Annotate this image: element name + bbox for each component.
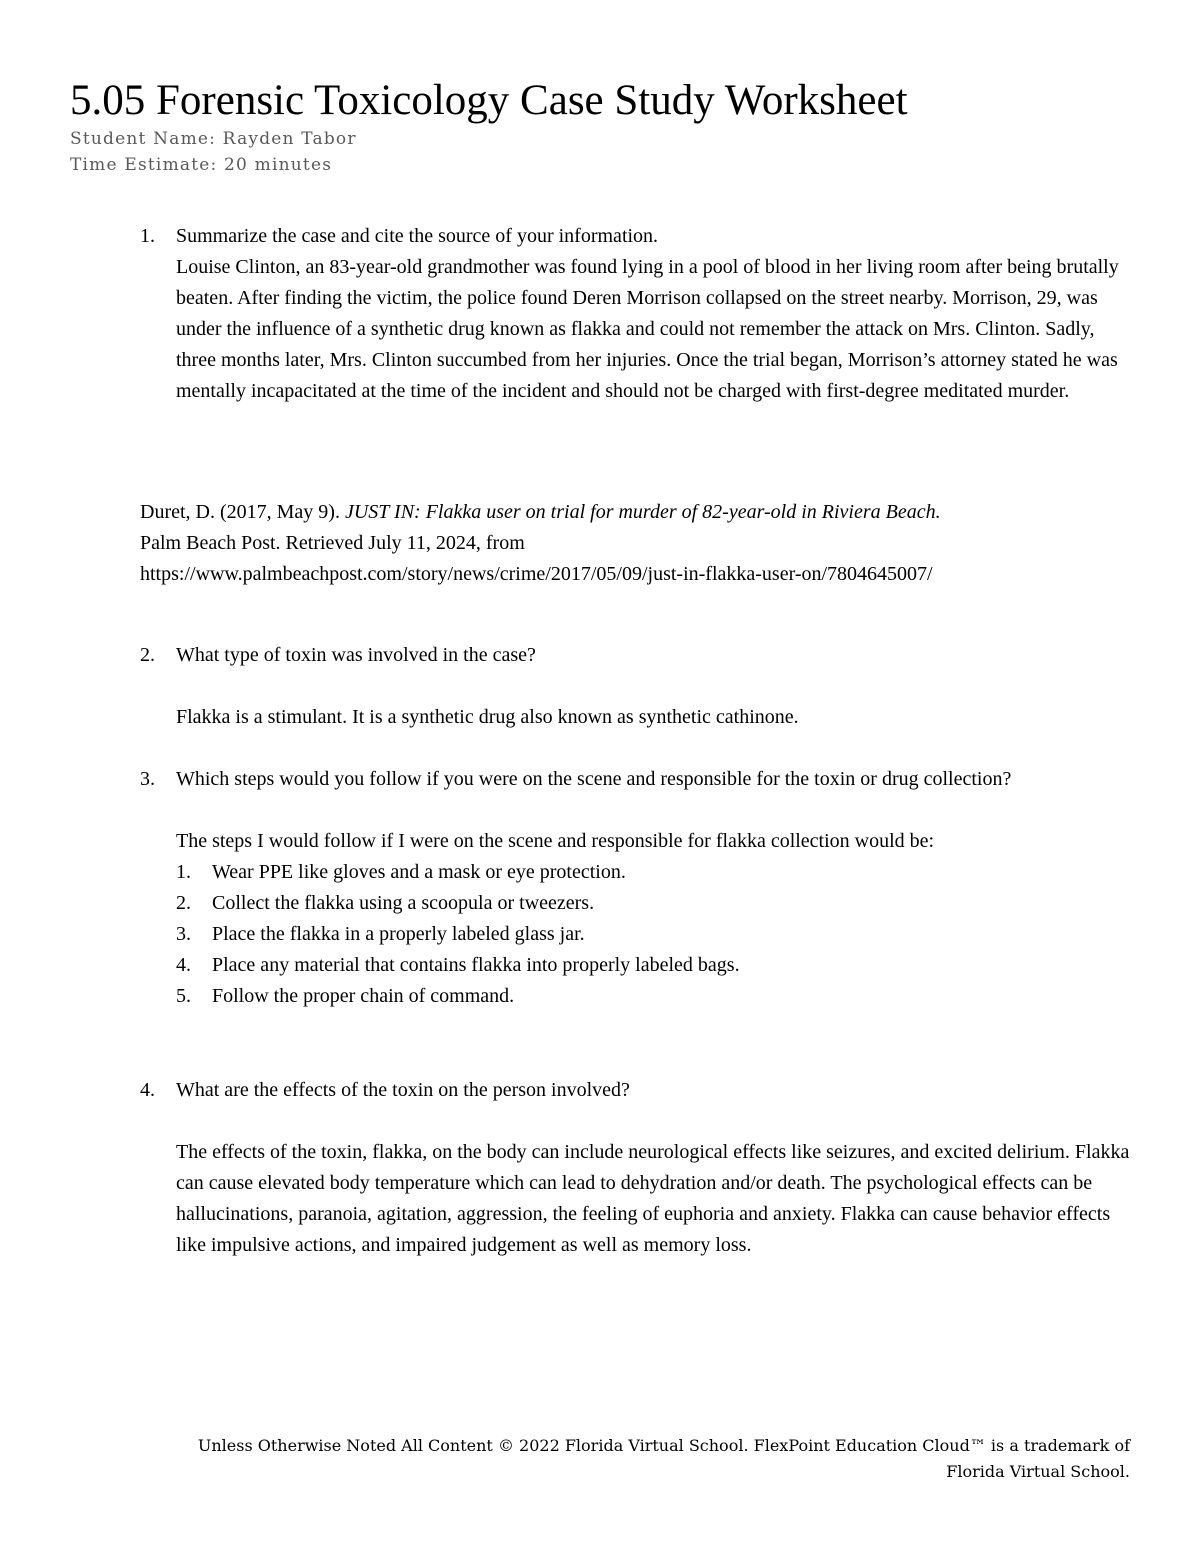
citation-author-date: Duret, D. (2017, May 9).: [140, 501, 345, 523]
citation-url: https://www.palmbeachpost.com/story/news/crime/2017/05/09/just-in-flakka-user-on/7804645007/: [140, 563, 933, 585]
collection-steps-list: [140, 857, 1100, 1012]
answer-text: The effects of the toxin, flakka, on the body can include neurological effects like seizures, and excited delirium. Flakka can cause elevated body temperature which can lead to dehydration and/or death. The psychological effects can be hallucinations, paranoia, agitation, aggression, the feeling of euphoria and anxiety. Flakka can cause behavior effects like impulsive actions, and impaired judgement as well as memory loss.: [176, 1141, 1130, 1256]
citation-article-title: JUST IN: Flakka user on trial for murder of 82-year-old in Riviera Beach.: [344, 501, 941, 523]
page-title: 5.05 Forensic Toxicology Case Study Worksheet: [70, 77, 908, 124]
student-name: Student Name: Rayden Tabor: [70, 129, 357, 149]
list-item: 2. Collect the flakka using a scoopula or tweezers.: [176, 892, 595, 914]
list-item: 4. Place any material that contains flakka into properly labeled bags.: [176, 954, 740, 976]
question-number: 2.: [140, 644, 155, 666]
list-item: 5. Follow the proper chain of command.: [176, 985, 515, 1007]
list-item: 1. Wear PPE like gloves and a mask or eye protection.: [176, 861, 626, 883]
answer-text: Louise Clinton, an 83-year-old grandmother was found lying in a pool of blood in her living room after being brutally beaten. After finding the victim, the police found Deren Morrison collapsed on the street nearby. Morrison, 29, was under the influence of a synthetic drug known as flakka and could not remember the attack on Mrs. Clinton. Sadly, three months later, Mrs. Clinton succumbed from her injuries. Once the trial began, Morrison’s attorney stated he was mentally incapacitated at the time of the incident and should not be charged with first-degree meditated murder.: [176, 256, 1119, 402]
footer-line-2: Florida Virtual School.: [946, 1462, 1130, 1481]
question-number: 4.: [140, 1079, 155, 1101]
question-text: What are the effects of the toxin on the person involved?: [176, 1079, 630, 1101]
citation: [140, 497, 1140, 590]
answer-intro: The steps I would follow if I were on the scene and responsible for flakka collection would be:: [176, 830, 935, 852]
question-number: 1.: [140, 225, 155, 247]
time-estimate: Time Estimate: 20 minutes: [70, 155, 333, 175]
footer-line-1: Unless Otherwise Noted All Content © 2022 Florida Virtual School. FlexPoint Education Cloud™ is a trademark of: [197, 1436, 1130, 1455]
list-item: 3. Place the flakka in a properly labeled glass jar.: [176, 923, 585, 945]
question-number: 3.: [140, 768, 155, 790]
answer-text: Flakka is a stimulant. It is a synthetic drug also known as synthetic cathinone.: [176, 706, 799, 728]
question-text: Which steps would you follow if you were on the scene and responsible for the toxin or drug collection?: [176, 768, 1012, 790]
citation-publisher: Palm Beach Post. Retrieved July 11, 2024, from: [140, 532, 525, 554]
question-text: Summarize the case and cite the source of your information.: [176, 225, 659, 247]
copyright-footer: [70, 1433, 1130, 1485]
question-text: What type of toxin was involved in the case?: [176, 644, 536, 666]
